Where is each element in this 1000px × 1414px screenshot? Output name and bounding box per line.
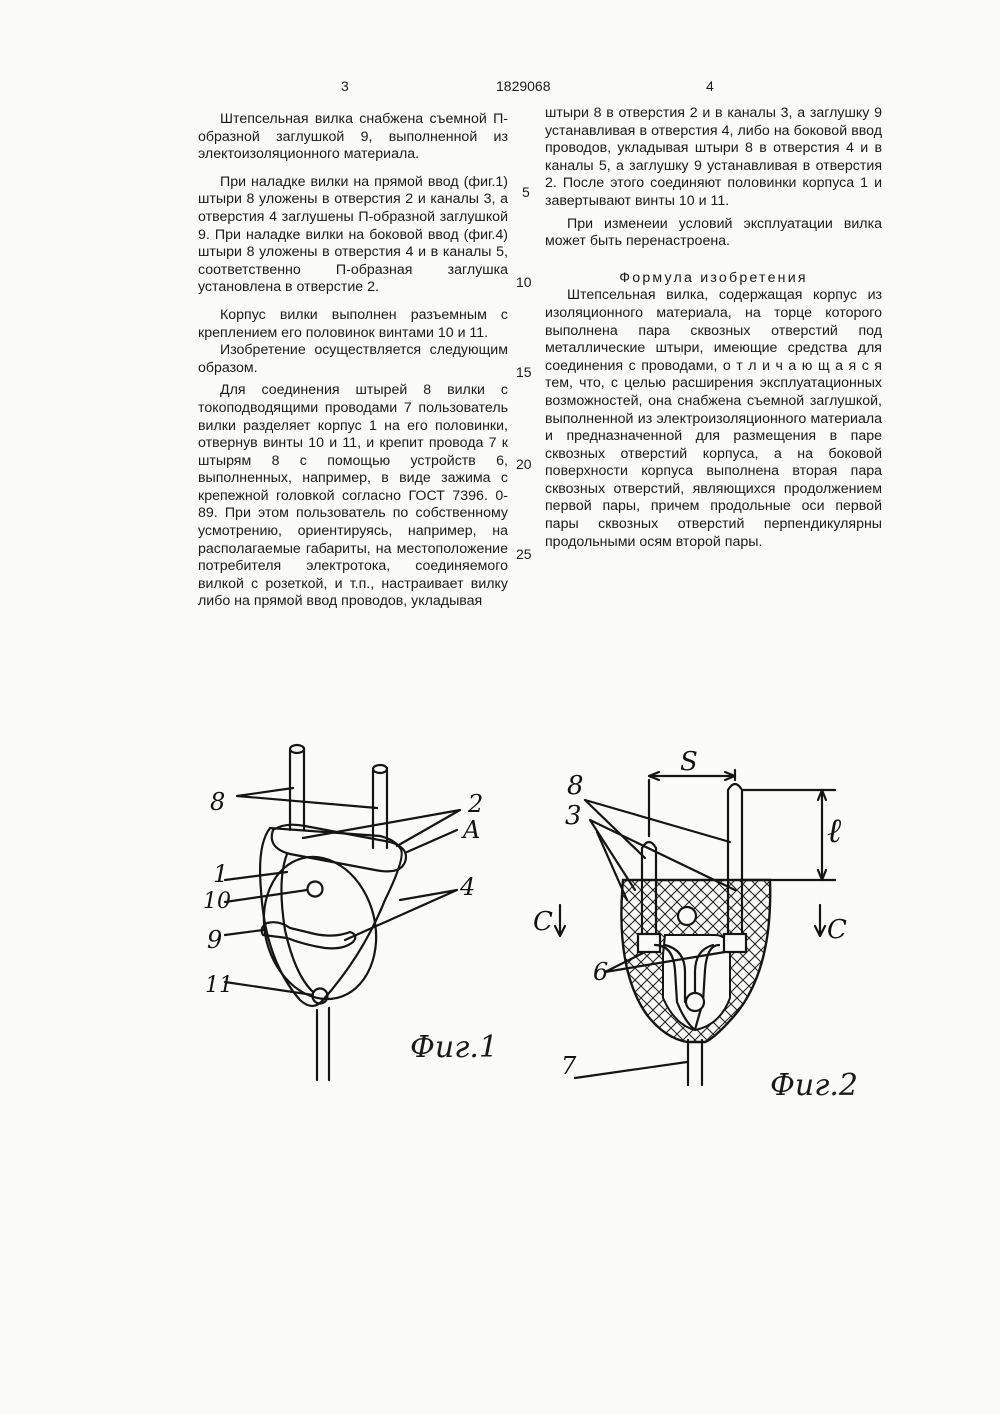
formula-title: Формула изобретения xyxy=(619,269,808,286)
line-number: 25 xyxy=(516,546,532,562)
page-number-right: 4 xyxy=(706,78,714,94)
figure-2-label-wire: 7 xyxy=(561,1052,577,1080)
paragraph: штыри 8 в отверстия 2 и в каналы 3, а заглушку 9 устанавливая в отверстия 4, либо на боковой ввод проводов, укладывая штыри 8 в отверстия 4 и в каналы 5, а заглушку 9 устанавливая в отверстия 2. После этого соединяют половинки корпуса 1 и завертывают винты 10 и 11. xyxy=(545,105,882,209)
line-number: 5 xyxy=(522,184,530,200)
figure-2-label-section-left: C xyxy=(533,907,553,937)
line-number: 20 xyxy=(516,456,532,472)
page-number-left: 3 xyxy=(341,78,349,94)
figure-1-label-a: A xyxy=(463,816,481,844)
figure-1-label-pins: 8 xyxy=(210,788,226,816)
figure-2-label-clamps: 6 xyxy=(593,958,609,986)
left-column xyxy=(198,111,508,611)
figure-1-label-screw-top: 10 xyxy=(203,889,231,914)
claim-text: Штепсельная вилка, содержащая корпус из изоляционного материала, на торце которого выполнена пара сквозных отверстий под металлические штыри, имеющие средства для соединения с проводами, о т л и ч а ю щ а я с я тем, что, с целью расширения эксплуатационных возможностей, она снабжена съемной заглушкой, выполненной из электроизоляционного материала и предназначенной для размещения в паре сквозных отверстий корпуса, а на боковой поверхности корпуса выполнена вторая пара сквозных отверстий, являющихся продолжением первой пары, причем продольные оси первой пары сквозных отверстий перпендикулярны продольными осям второй пары. xyxy=(545,287,882,550)
figure-2-label-length: ℓ xyxy=(827,811,842,851)
paragraph: Изобретение осуществляется следующим образом. xyxy=(198,342,508,376)
paragraph: Штепсельная вилка снабжена съемной П-образной заглушкой 9, выполненной из электоизоляционного материала. xyxy=(198,111,508,163)
line-number: 15 xyxy=(516,364,532,380)
figure-2-label-section-right: C xyxy=(827,915,847,945)
figure-1-label-screw-bottom: 11 xyxy=(205,973,233,998)
right-column xyxy=(545,105,882,551)
figure-1-label-holes: 2 xyxy=(468,790,484,818)
figure-2-drawing xyxy=(515,740,885,1080)
paragraph: При наладке вилки на прямой ввод (фиг.1) штыри 8 уложены в отверстия 2 и каналы 3, а отверстия 4 заглушены П-образной заглушкой 9. При наладке вилки на боковой ввод (фиг.4) штыри 8 уложены в отверстия 4 и в каналы 5, соответственно П-образная заглушка установлена в отверстие 2. xyxy=(198,173,508,296)
paragraph: Корпус вилки выполнен разъемным с креплением его половинок винтами 10 и 11. xyxy=(198,306,508,341)
figure-1-caption: Фиг.1 xyxy=(410,1030,499,1065)
figure-2-caption: Фиг.2 xyxy=(770,1068,859,1103)
figure-2-label-channels: 3 xyxy=(565,801,582,831)
figure-1-label-cap: 9 xyxy=(207,926,223,954)
figure-2-label-spacing: S xyxy=(680,747,698,777)
figure-1-label-body: 1 xyxy=(213,860,229,888)
figure-1-label-side-holes: 4 xyxy=(460,873,476,901)
patent-number: 1829068 xyxy=(496,78,551,94)
paragraph: При изменеии условий эксплуатации вилка может быть перенастроена. xyxy=(545,215,882,250)
figure-2-label-pins: 8 xyxy=(567,771,584,801)
line-number: 10 xyxy=(516,274,532,290)
paragraph: Для соединения штырей 8 вилки с токоподводящими проводами 7 пользователь вилки разделяет корпус 1 на его половинки, отвернув винты 10 и 11, и крепит провода 7 к штырям 8 с помощью устройств 6, выполненных, например, в виде зажима с крепежной головкой согласно ГОСТ 7396. 0-89. При этом пользователь по собственному усмотрению, ориентируясь, например, на располагаемые габариты, на местоположение потребителя электротока, соединяемого вилкой с розеткой, и т.п., настраивает вилку либо на прямой ввод проводов, укладывая xyxy=(198,382,508,610)
